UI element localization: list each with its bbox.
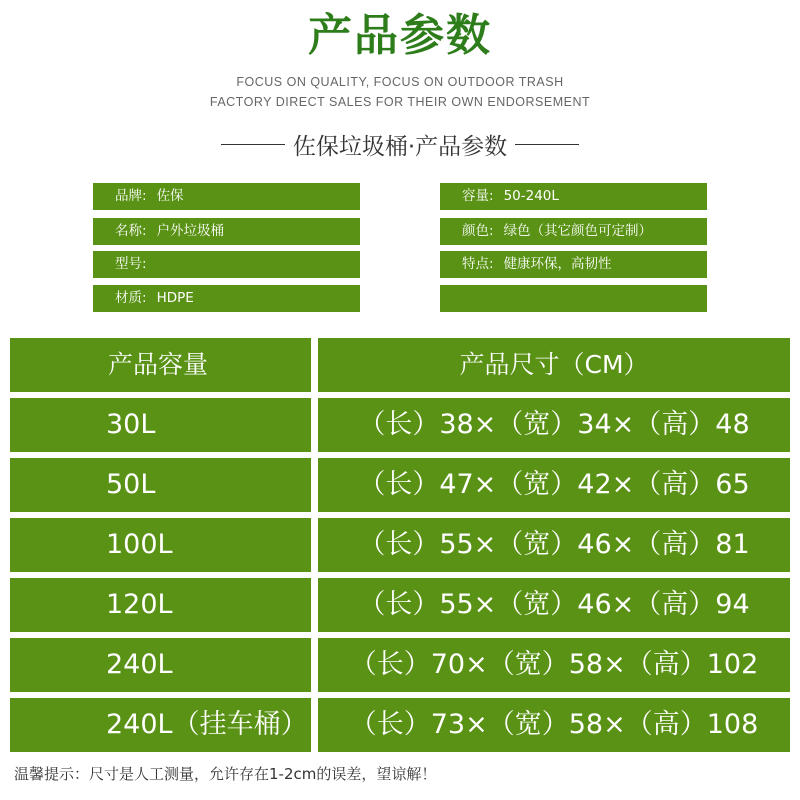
table-cell-capacity: 240L	[10, 638, 311, 692]
spec-empty	[440, 285, 707, 312]
table-header-capacity: 产品容量	[10, 338, 311, 392]
spec-label: 型号:	[115, 256, 147, 272]
spec-features	[440, 251, 707, 278]
spec-value: HDPE	[156, 290, 194, 306]
subtitle-text: 佐保垃圾桶·产品参数	[292, 133, 508, 160]
spec-label: 品牌:	[115, 188, 147, 204]
table-cell-size: （长）55×（宽）46×（高）94	[318, 578, 790, 632]
page-title: 产品参数	[308, 10, 492, 61]
spec-value: 绿色（其它颜色可定制）	[503, 223, 653, 239]
spec-value: 50-240L	[503, 188, 559, 204]
table-cell-size: （长）70×（宽）58×（高）102	[318, 638, 790, 692]
table-cell-size: （长）73×（宽）58×（高）108	[318, 698, 790, 752]
table-cell-size: （长）38×（宽）34×（高）48	[318, 398, 790, 452]
table-cell-capacity: 100L	[10, 518, 311, 572]
spec-value: 户外垃圾桶	[156, 223, 225, 239]
table-cell-size: （长）55×（宽）46×（高）81	[318, 518, 790, 572]
spec-material	[93, 285, 360, 312]
tagline-line-2: FACTORY DIRECT SALES FOR THEIR OWN ENDORSEMENT	[209, 95, 591, 109]
spec-model	[93, 251, 360, 278]
spec-color	[440, 218, 707, 245]
spec-label: 特点:	[462, 256, 494, 272]
spec-capacity	[440, 183, 707, 210]
spec-value: 佐保	[156, 188, 184, 204]
spec-value: 健康环保，高韧性	[503, 256, 612, 272]
tagline-line-1: FOCUS ON QUALITY, FOCUS ON OUTDOOR TRASH	[236, 75, 564, 89]
spec-label: 材质:	[115, 290, 147, 306]
spec-name	[93, 218, 360, 245]
spec-label: 名称:	[115, 223, 147, 239]
divider-right	[515, 144, 579, 145]
subtitle	[0, 127, 800, 161]
table-cell-capacity: 50L	[10, 458, 311, 512]
divider-left	[221, 144, 285, 145]
spec-brand	[93, 183, 360, 210]
spec-label: 颜色:	[462, 223, 494, 239]
spec-label: 容量:	[462, 188, 494, 204]
measurement-note: 温馨提示：尺寸是人工测量，允许存在1-2cm的误差，望谅解！	[14, 765, 437, 783]
table-cell-capacity: 240L（挂车桶）	[10, 698, 311, 752]
table-cell-size: （长）47×（宽）42×（高）65	[318, 458, 790, 512]
table-header-size: 产品尺寸（CM）	[318, 338, 790, 392]
table-cell-capacity: 120L	[10, 578, 311, 632]
table-cell-capacity: 30L	[10, 398, 311, 452]
